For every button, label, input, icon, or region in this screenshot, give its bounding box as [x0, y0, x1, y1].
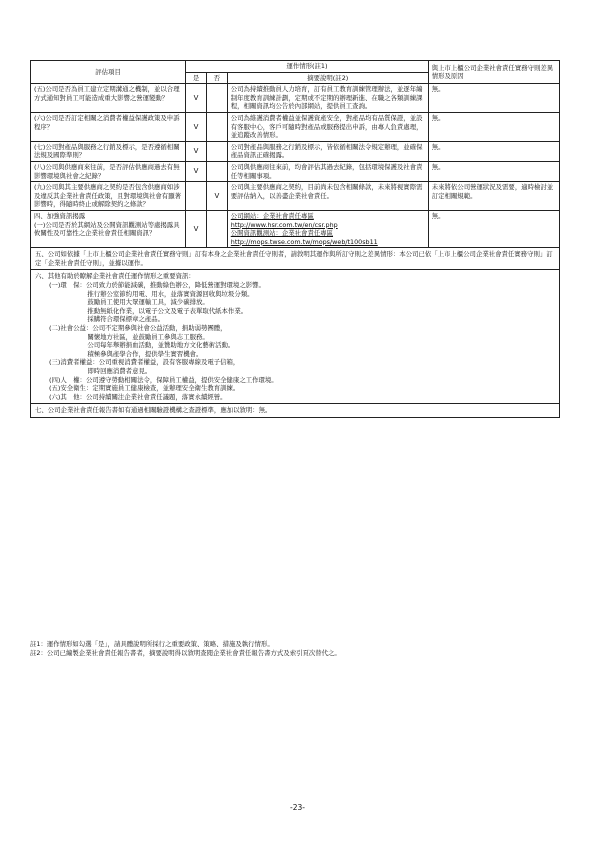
row-desc: 公司為維護消費者權益並保護資產安全，對產品均有品質保證，並設有客服中心，客戶可隨時對產品或服務提出申訴，由專人負責處理，並追蹤改善情形。 — [227, 112, 428, 141]
row-diff: 未來將依公司營運狀況及需要，適時檢討並訂定相關規範。 — [428, 182, 559, 211]
header-desc: 摘要說明(註2) — [227, 72, 428, 84]
row-diff: 無。 — [428, 84, 559, 113]
row-no — [206, 161, 227, 181]
section-6-title: 六、其他有助於瞭解企業社會責任運作情形之重要資訊： — [35, 272, 195, 281]
row-diff: 無。 — [428, 210, 559, 247]
row-desc-links[interactable]: 公司網站：企業社會責任專區 http://www.hsr.com.tw/en/csr.php 公開資訊觀測站：企業社會責任專區 http://mops.twse.com.tw/mops/web/t100sb11 — [227, 210, 428, 247]
row-diff: 無。 — [428, 112, 559, 141]
row-yes: V — [186, 84, 207, 113]
header-status: 運作情形(註1) — [186, 61, 429, 73]
row-no — [206, 112, 227, 141]
row-no — [206, 210, 227, 247]
row-no — [206, 141, 227, 161]
table-header-row — [31, 61, 560, 73]
header-diff: 與上市上櫃公司企業社會責任實務守則差異情形及原因 — [428, 61, 559, 84]
row-desc: 公司與主要供應商之契約，目前尚未包含相關條款，未來將視實際需要評估納入，以善盡企業社會責任。 — [227, 182, 428, 211]
header-item: 評估項目 — [31, 61, 186, 84]
section-6-line: (一)環 保：公司致力於節能減碳，推動綠色辦公，降低營運對環境之影響。 — [49, 281, 265, 290]
csr-evaluation-table — [30, 60, 560, 418]
section-6-line: 推動無紙化作業，以電子公文及電子表單取代紙本作業。 — [49, 306, 248, 315]
row-yes: V — [186, 112, 207, 141]
footnote: 註2：公司已編製企業社會責任報告書者，摘要說明得以敘明查閱企業社會責任報告書方式及索引頁次替代之。 — [30, 649, 341, 657]
section-6-line: (六)其 他：公司持續關注企業社會責任議題，落實永續經營。 — [49, 392, 227, 401]
row-yes: V — [186, 141, 207, 161]
footnote: 註1：運作情形如勾選「是」，請具體說明所採行之重要政策、策略、措施及執行情形。 — [30, 640, 274, 648]
section-6-line: (三)消費者權益：公司重視消費者權益，設有客服專線及電子信箱， — [49, 358, 240, 367]
section-7-text: 七、公司企業社會責任報告書如有通過相關驗證機構之查證標準，應加以敘明：無。 — [31, 404, 560, 418]
table-row — [31, 141, 560, 161]
section-6-line: 鼓勵員工使用大眾運輸工具，減少碳排放。 — [49, 298, 209, 307]
row-diff: 無。 — [428, 141, 559, 161]
row-no — [206, 84, 227, 113]
section-6-line: (二)社會公益：公司不定期參與社會公益活動，捐助弱勢團體， — [49, 324, 227, 333]
table-row — [31, 210, 560, 247]
header-yes: 是 — [186, 72, 207, 84]
table-row — [31, 161, 560, 181]
row-item: (六)公司是否訂定相關之消費者權益保護政策及申訴程序？ — [31, 112, 186, 141]
section-6-line: 推行辦公室節約用電、用水，並落實資源回收與垃圾分類。 — [49, 289, 254, 298]
section-6-line: 即時回應消費者意見。 — [49, 367, 152, 375]
row-item: (九)公司與其主要供應商之契約是否包含供應商如涉及違反其企業社會責任政策，且對環境與社會有顯著影響時，得隨時終止或解除契約之條款？ — [31, 182, 186, 211]
row-item: (五)公司是否為員工建立定期溝通之機制，並以合理方式通知對員工可能造成重大影響之營運變動？ — [31, 84, 186, 113]
section-6-line: 積極參與產學合作，提供學生實習機會。 — [49, 349, 203, 358]
section-6-line: (五)安全衛生：定期實施員工健康檢查，並辦理安全衛生教育訓練。 — [49, 384, 240, 393]
csr-table-frame — [30, 60, 560, 418]
row-diff: 無。 — [428, 161, 559, 181]
footnotes — [30, 640, 570, 658]
row-item: 四、加強資訊揭露 (一)公司是否於其網站及公開資訊觀測站等處揭露具攸關性及可靠性之企業社會責任相關資訊？ — [31, 210, 186, 247]
page-number: -23- — [290, 803, 305, 812]
header-no: 否 — [206, 72, 227, 84]
row-desc: 公司為持續推動員人力培育，訂有員工教育訓練管理辦法，並逐年編制年度教育訓練計劃，定期或不定期的辦理新進、在職之各類訓練課程，相關資訊均公告於內部網站，提供員工查詢。 — [227, 84, 428, 113]
table-row — [31, 112, 560, 141]
row-no: V — [206, 182, 227, 211]
row-desc: 公司與供應商往來前，均會評估其過去紀錄，包括環境保護及社會責任等相關事項。 — [227, 161, 428, 181]
row-yes: V — [186, 161, 207, 181]
section-6-row — [31, 270, 560, 404]
row-desc: 公司對產品與服務之行銷及標示，皆依循相關法令規定辦理，並確保產品資訊正確揭露。 — [227, 141, 428, 161]
section-6-line: 採購符合環保標章之產品。 — [49, 315, 165, 324]
section-6-cell — [31, 270, 560, 404]
section-5-text: 五、公司如依據「上市上櫃公司企業社會責任實務守則」訂有本身之企業社會責任守則者，請敘明其運作與所訂守則之差異情形：本公司已依「上市上櫃公司企業社會責任實務守則」訂定「企業社會責任守則」，並據以運作。 — [31, 248, 560, 270]
section-6-line: 公司每年舉辦捐血活動，並贊助地方文化藝術活動。 — [49, 341, 235, 350]
section-7-row — [31, 404, 560, 418]
row-yes — [186, 182, 207, 211]
row-yes: V — [186, 210, 207, 247]
section-5-row — [31, 248, 560, 270]
section-6-line: 關懷地方社區，並鼓勵員工參與志工服務。 — [49, 332, 209, 341]
section-6-line: (四)人 權：公司遵守勞動相關法令，保障員工權益，提供安全健康之工作環境。 — [49, 375, 278, 384]
table-row — [31, 182, 560, 211]
row-item: (八)公司與供應商來往前，是否評估供應商過去有無影響環境與社會之紀錄？ — [31, 161, 186, 181]
table-row — [31, 84, 560, 113]
row-item: (七)公司對產品與服務之行銷及標示，是否遵循相關法規及國際準則？ — [31, 141, 186, 161]
